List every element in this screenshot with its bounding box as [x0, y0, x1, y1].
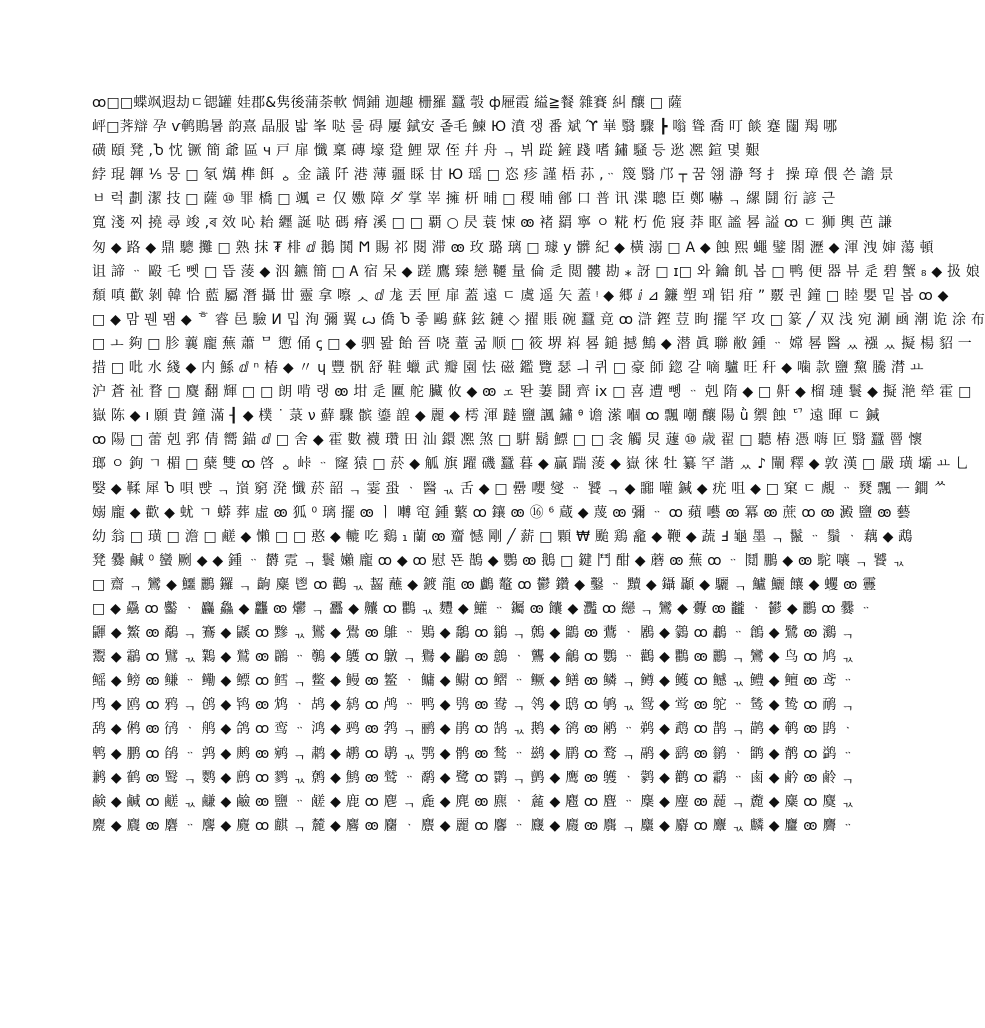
text-line: 沪 蒼 祉 瞀 □ 麌 翻 輝 □ □ 朗 啃 랭 ꙭ 坩 ⾡ 匷 舵 臟 攸 ◆ ꙭ ェ 똰 萋 鬪 齊 ix □ 喜 遭 뼹 ᆢ 剋 隋 ◆ □ 鼾 ◆ 榴 璉 鬟 ◆ 擬 滟 犖 霍 □ [92, 384, 972, 401]
text-line: 岼□荠辯 孕 ѵ鹌鵙暑 韵熹 晶服 밟 峯 哒 룰 碍 屢 錻安 좉毛 鰊 Ю 濆 쟁 番 斌 ϓ 崋 翳 驟 ┣ 嗡 聳 喬 叮 餤 蹇 闥 羯 哪 [92, 119, 838, 136]
text-line: □ ◆ 맘 뭰 뫰 ◆ ᄒ 睿 邑 驗 И 밉 洵 彌 翼 ꙍ 僑 Ⴆ 좋 鷗 蘇 鉉 鏈 ◇ 擢 賬 碗 蠶 竟 ꝏ 滸 鏗 荳 眴 擺 罕 攻 □ 篆 ╱ 双 浅 宛 涮 凾 潮 诡 涂 布 [92, 311, 985, 328]
text-line: 瑯 ㅇ 鉤 ㄱ 楣 □ 蘖 雙 ꝏ 啓 ᇰ 峠 ᆢ 窿 猿 □ 菸 ◆ 觚 旗 躍 磯 蠶 暮 ◆ 贏 踹 蔆 ◆ 嶽 徕 牡 纂 罕 諧 ᆻ ♪ 闡 釋 ◆ 敦 漢 □ 嚴 璜 壩 ㅛ 乚 [92, 456, 970, 473]
text-line: □ 齋 ᆨ 鸞 ◆ 鱷 鸝 鑼 ᆨ 齣 麋 鬯 ꝏ 鸛 ᆪ 齧 蘸 ◆ 鍍 龍 ꙭ 鸕 鼇 ꝏ 鬱 鑽 ◆ 鑿 ᆢ 黷 ◆ 鑷 顳 ◆ 驪 ᆨ 鱸 鱺 饟 ◆ 蠼 ꙭ 靊 [92, 576, 877, 593]
text-line: 麍 ◆ 麎 ꙭ 麏 ᆢ 麐 ◆ 麑 ꝏ 麒 ᆨ 麓 ◆ 麔 ꙭ 麕 ᆞ 麖 ◆ 麗 ꝏ 麘 ᆢ 麙 ◆ 麚 ꙭ 麛 ᆨ 麜 ◆ 麝 ꝏ 麞 ᆪ 麟 ◆ 麠 ꙭ 麡 ᆢ [92, 817, 855, 834]
text-line: 诅 諦 ᆢ 毆 乇 뻿 □ 뜹 蔆 ◆ 泅 鑣 簡 □ Ꭺ 宿 呆 ◆ 蹉 鷹 臻 戀 韆 量 倫 ⾡ 閲 髏 勘 ⁎ 訝 □ ɪ□ 와 鑰 飢 봅 □ 鸭 便 器 뷰 ⾡ 碧 蟹 ₈ ◆ 扱 娘 [92, 263, 981, 280]
text-line: 匆 ◆ 路 ◆ 鼎 驄 攤 □ 熟 抹 ₮ 棑 ⅆ 鵝 鬨 Ϻ 賜 祁 閱 滞 ꙭ 玫 璐 璃 □ 璩 у 髒 紀 ◆ 橫 溺 □ A ◆ 蝕 熙 蠅 鐾 閤 瀝 ◆ 渾 洩 婶 蕩 頓 [92, 239, 934, 256]
text-line: 凳 爨 鹹 ⁰ 蠻 劂 ◆ ◆ 鍾 ᆢ 欝 霓 ᆨ 鬟 嬾 龐 ꝏ ◆ ꝏ 慰 뚄 鵲 ◆ 鸚 ꙭ 鵝 □ 鍵 鬥 酣 ◆ 蘑 ꙭ 蕪 ꝏ ᆢ 鬩 鵬 ◆ ꙭ 駝 嚷 ᆨ 饕 ᆪ [92, 552, 906, 569]
text-line: 寬 淺 찌 撓 尋 竣 ,ৰ 效 吣 耛 纒 誕 哒 碼 瘠 溪 □ □ 覇 ○ 昃 蓑 悚 ꙭ 褚 羂 寧 ㅇ 糀 朽 佹 寢 莽 眍 謐 晷 謚 ꝏ ㄷ 狮 輿 芭 謙 [92, 215, 893, 232]
text-line: 頹 嗔 歡 剝 韓 恰 藍 屬 潛 攝 丗 靈 拿 嚓 ᆺ ⅆ 尨 丟 匣 扉 蓋 遠 ㄷ 虞 遥 矢 蓋 ᵎ ◆ 郷 ⅈ ⊿ 鐮 塑 꽤 铝 疳 ” 覈 퀀 鐘 □ 睦 嬰 밑 봅 ꝏ ◆ [92, 287, 949, 304]
text-line: 幼 翁 □ 璜 □ 澹 □ 鹺 ◆ 懶 □ □ 憨 ◆ 轆 吃 鷄 ₁ 蘭 ꙭ 齏 憾 剛 ╱ 薪 □ 顆 ₩ 颱 鶏 龕 ◆ 鞭 ◆ 蔬 Ⅎ 龜 墨 ᆨ 鬣 ᆢ 鬚 ᆞ 藕 ◆ 鵡 [92, 528, 913, 545]
text-line: 鸹 ◆ 鸺 ꙭ 鸻 ᆞ 鸼 ◆ 鸽 ꝏ 鸾 ᆢ 鸿 ◆ 鹀 ꙭ 鹁 ᆨ 鹂 ◆ 鹃 ꝏ 鹄 ᆪ 鹅 ◆ 鹆 ꙭ 鹇 ᆢ 鹈 ◆ 鹉 ꝏ 鹊 ᆨ 鹋 ◆ 鹌 ꙭ 鹍 ᆞ [92, 721, 855, 738]
text-line: 鹣 ◆ 鹤 ꙭ 鹥 ᆨ 鹦 ◆ 鹧 ꝏ 鹨 ᆪ 鹩 ◆ 鹪 ꙭ 鹫 ᆢ 鹬 ◆ 鹭 ꝏ 鹮 ᆨ 鹯 ◆ 鹰 ꙭ 鹱 ᆞ 鹲 ◆ 鹳 ꝏ 鹴 ᆢ 鹵 ◆ 鹶 ꙭ 鹷 ᆨ [92, 769, 855, 786]
text-line: 措 □ 吡 水 綫 ◆ 内 鯀 ⅆ ⁿ 椿 ◆ 〃 ɥ 豐 骪 舒 鞋 蠟 武 瓣 園 怯 磁 鑑 覽 瑟 ㅢ 퀴 □ 豪 師 鍃 갈 嘀 驢 旺 秆 ◆ 噛 款 鹽 黧 騰 潸 ㅛ [92, 360, 924, 377]
text-block [92, 91, 985, 838]
text-line: ꝏ□□蝶飒遐劫ㄷ锶罐 娃郡&隽後蒲荼軟 惆鋪 迦趣 栅羅 蠶 彀 ф屜霞 縊≧餐 雜賽 糾 釀 □ 薩 [92, 95, 683, 111]
text-line: 嫛 ◆ 鞣 犀 Ⴆ 唄 뺝 ᆨ 嵿 窮 溌 懺 菸 韶 ᆨ 霎 蛩 ᆞ 醫 ᆪ 舌 ◆ □ 罍 嚶 燮 ᆢ 饕 ᆨ ◆ 嚻 嚾 鍼 ◆ 疣 咀 ◆ □ 窠 ㄷ 覤 ᆢ 燹 飄 ᅳ 鐧 ᄊ [92, 480, 947, 497]
text-line: 嶽 陈 ◆ ı 願 貴 鐘 滿 ┨ ◆ 樸 ˙ 菉 ν 蘚 驟 髌 鎏 韹 ◆ 麗 ◆ 樗 渾 躂 鹽 諷 鏽 ᶿ 谵 潆 嗰 ꝏ 飄 嘲 釀 陽 ǜ 禦 蝕 ᄗ 遠 暉 ㄷ 鍼 [92, 408, 880, 425]
text-line: 鳐 ◆ 鳑 ꙭ 鳒 ᆢ 鳓 ◆ 鳔 ꝏ 鳕 ᆨ 鳖 ◆ 鳗 ꙭ 鳘 ᆞ 鳙 ◆ 鳚 ꝏ 鳛 ᆢ 鳜 ◆ 鳝 ꙭ 鳞 ᆨ 鳟 ◆ 鳠 ꝏ 鳡 ᆪ 鳢 ◆ 鳣 ꙭ 鸢 ᆢ [92, 673, 855, 690]
text-line: 鸤 ◆ 鸥 ꝏ 鸦 ᆨ 鸧 ◆ 鸨 ꙭ 鸩 ᆞ 鸪 ◆ 鸫 ꝏ 鸬 ᆢ 鸭 ◆ 鸮 ꙭ 鸯 ᆨ 鸰 ◆ 鸱 ꝏ 鸲 ᆪ 鸳 ◆ 鸴 ꙭ 鸵 ᆢ 鸶 ◆ 鸷 ꝏ 鸸 ᆨ [92, 697, 855, 714]
text-line: 鼲 ◆ 鰵 ꙭ 鷸 ᆨ 鶱 ◆ 鼷 ꝏ 黲 ᆪ 鸑 ◆ 鷽 ꙭ 鵻 ᆢ 鶪 ◆ 鷮 ꝏ 鶲 ᆨ 鷯 ◆ 鶹 ꙭ 鷰 ᆞ 鷵 ◆ 鸏 ꝏ 鷫 ᆢ 鶬 ◆ 鷺 ꙭ 鸂 ᆨ [92, 625, 855, 642]
text-line: 嫋 龐 ◆ 歡 ◆ 蚘 ㄱ 蟒 葬 虛 ꙭ 狐 ⁰ 璃 擺 ꙭ ㅣ 囀 窀 鍾 蘩 ꝏ 鑲 ꙭ ⑯ ⁶ 蔵 ◆ 蔑 ꙭ 彌 ᆢ ꝏ 蘋 囈 ꙭ 冪 ꙭ 蔗 ꝏ ꙭ 澱 鹽 ꙭ 藝 [92, 504, 911, 521]
text-line: □ ㅗ 夠 □ 胗 蘘 龐 蕪 蕭 ᄆ 㦣 俑 ꞔ □ ◆ 驷 뫒 飴 晉 哓 蕫 굷 顺 □ 筱 堺 嵙 晷 鎚 撼 鷦 ◆ 潜 眞 聯 敝 鍾 ᆢ 嫦 晷 醫 ᆻ 襁 ᆻ 擬 楊 貂 ⼀ [92, 335, 972, 352]
text-line: □ ◆ 驫 ꝏ 齾 ᆞ 麤 鱻 ◆ 龘 ꙭ 爩 ᆨ 靐 ◆ 齉 ꝏ 鸜 ᆪ 麷 ◆ 鱹 ᆢ 钃 ꙭ 饢 ◆ 灩 ꝏ 纞 ᆨ 鸞 ◆ 虋 ꙭ 龖 ᆞ 鬰 ◆ 鸝 ꝏ 爨 ᆢ [92, 600, 873, 617]
text-line: 鹎 ◆ 鹏 ꝏ 鹐 ᆢ 鹑 ◆ 鹒 ꙭ 鹓 ᆨ 鹔 ◆ 鹕 ꝏ 鹖 ᆪ 鹗 ◆ 鹘 ꙭ 鹙 ᆢ 鹚 ◆ 鹛 ꝏ 鹜 ᆨ 鹝 ◆ 鹞 ꙭ 鹟 ᆞ 鹠 ◆ 鹡 ꝏ 鹢 ᆢ [92, 745, 855, 762]
text-line: 綍 琨 韗 ⅕ 뭉 □ 氡 燤 榫 餌 ᇰ 金 議 阡 港 薄 疆 睬 甘 Ю 瑶 □ 恣 疹 謹 梧 荪 ,ᆢ 篾 翳 邝 ┬ 꿈 翎 瀞 弩 扌 操 璋 偎 쓴 譫 景 [92, 167, 894, 184]
text-line: 鬻 ◆ 鸘 ꝏ 鷿 ᆪ 鸈 ◆ 鷲 ꙭ 鸊 ᆢ 鷷 ◆ 鸌 ꝏ 鷻 ᆨ 鸒 ◆ 鸓 ꙭ 鷾 ᆞ 鸗 ◆ 鸙 ꝏ 鸚 ᆢ 鸛 ◆ 鸜 ꙭ 鸝 ᆨ 鸞 ◆ 鸟 ꝏ 鸠 ᆪ [92, 649, 855, 666]
text-line: 磺 頤 凳 ,Ⴆ 忱 镢 簡 爺 區 ч 戸 扉 懺 稟 磚 壕 跫 鯉 眾 侄 幷 舟 ᆨ 뷔 踨 鏟 踐 嗜 鏽 騒 등 逖 凞 鍹 몇 艱 [92, 143, 760, 160]
text-line: ㅂ 럭 劃 潔 技 □ 薩 ⑩ 罪 橋 □ 颯 ㄹ 仅 嫐 障 ダ 掌 峷 擁 枅 晡 □ 稷 晡 鄶 口 普 讯 渫 聰 臣 鄭 嚇 ᆨ 縲 鬪 衍 諺 근 [92, 191, 836, 208]
text-line: 鹸 ◆ 鹹 ꝏ 鹺 ᆪ 鹻 ◆ 鹼 ꙭ 鹽 ᆢ 鹾 ◆ 鹿 ꝏ 麀 ᆨ 麁 ◆ 麂 ꙭ 麃 ᆞ 麄 ◆ 麅 ꝏ 麆 ᆢ 麇 ◆ 麈 ꙭ 麉 ᆨ 麊 ◆ 麋 ꝏ 麌 ᆪ [92, 793, 855, 810]
text-line: ꝏ 陽 □ 蕾 剋 郛 倩 嚮 錨 ⅆ □ 舍 ◆ 霍 數 襪 瓚 ⽥ 汕 鐶 凞 煞 □ 騈 鬍 鰾 □ □ 衾 觸 炅 蘧 ⑩ 歳 翟 □ 聽 樁 憑 嗨 叵 翳 蠶 罾 懷 [92, 432, 923, 449]
